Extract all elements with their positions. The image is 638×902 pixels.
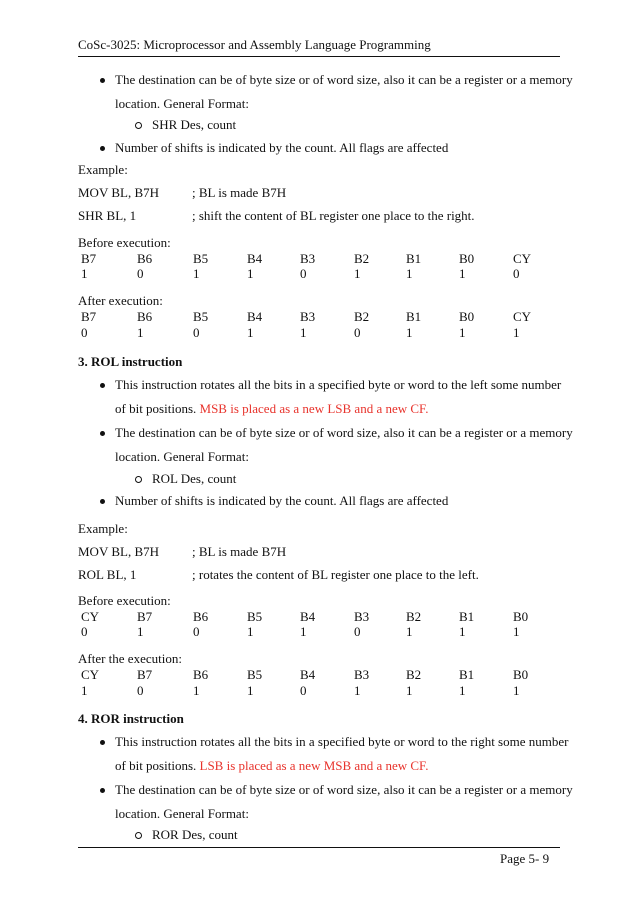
bit-cell: 0 (193, 325, 200, 340)
bit-cell: CY (513, 309, 532, 324)
bit-cell: B0 (459, 309, 475, 324)
bit-cell: 1 (406, 325, 413, 340)
bullet-icon (100, 740, 105, 745)
bit-cell: 1 (137, 325, 144, 340)
ror-bullet1-text: of bit positions. (115, 758, 200, 773)
bit-cell: 1 (406, 266, 413, 281)
bit-cell: B5 (247, 667, 263, 682)
bit-cell: 1 (354, 683, 361, 698)
shr-code-comment-1: ; BL is made B7H (192, 185, 287, 200)
bit-cell: CY (81, 609, 100, 624)
bullet-icon (100, 431, 105, 436)
ror-bullet2-line1: The destination can be of byte size or of word size, also it can be a register or a memory (115, 782, 573, 797)
rol-after-label: After the execution: (78, 651, 182, 666)
bit-cell: 0 (354, 624, 361, 639)
shr-code-instr-1: MOV BL, B7H (78, 185, 160, 200)
bullet-icon (100, 78, 105, 83)
bit-cell: B5 (193, 309, 209, 324)
rol-bullet2-line2: location. General Format: (115, 449, 249, 464)
rol-code-instr-1: MOV BL, B7H (78, 544, 160, 559)
bit-cell: 1 (459, 266, 466, 281)
shr-code-instr-2: SHR BL, 1 (78, 208, 137, 223)
bit-cell: B4 (300, 667, 316, 682)
bit-cell: B1 (459, 667, 475, 682)
rol-bullet1-text: of bit positions. (115, 401, 200, 416)
rol-code-comment-2: ; rotates the content of BL register one place to the left. (192, 567, 479, 582)
bit-cell: B2 (406, 609, 422, 624)
bit-cell: B1 (459, 609, 475, 624)
bit-cell: 0 (81, 624, 88, 639)
page-header-title: CoSc-3025: Microprocessor and Assembly Language Programming (78, 37, 431, 52)
circle-bullet-icon (135, 122, 142, 129)
bit-cell: 1 (247, 624, 254, 639)
bit-cell: 1 (247, 266, 254, 281)
ror-heading: 4. ROR instruction (78, 711, 184, 726)
rol-heading: 3. ROL instruction (78, 354, 183, 369)
bit-cell: B2 (354, 251, 370, 266)
bit-cell: B3 (300, 309, 316, 324)
shr-bullet2: Number of shifts is indicated by the count. All flags are affected (115, 140, 449, 155)
bit-cell: B6 (137, 251, 153, 266)
rol-example-label: Example: (78, 521, 128, 536)
bit-cell: B5 (247, 609, 263, 624)
bit-cell: B3 (354, 609, 370, 624)
bit-cell: B1 (406, 309, 422, 324)
bit-cell: B7 (81, 309, 97, 324)
bit-cell: 1 (81, 683, 88, 698)
rol-bullet2-line1: The destination can be of byte size or of word size, also it can be a register or a memory (115, 425, 573, 440)
bullet-icon (100, 788, 105, 793)
shr-format: SHR Des, count (152, 117, 237, 132)
bit-cell: 0 (193, 624, 200, 639)
bit-cell: B4 (247, 251, 263, 266)
rol-bullet3: Number of shifts is indicated by the count. All flags are affected (115, 493, 449, 508)
bit-cell: 0 (513, 266, 520, 281)
ror-bullet1-line2 (115, 758, 428, 774)
bit-cell: 1 (300, 624, 307, 639)
bit-cell: 1 (247, 683, 254, 698)
bit-cell: 1 (247, 325, 254, 340)
ror-bullet1-line1: This instruction rotates all the bits in a specified byte or word to the right some number (115, 734, 569, 749)
bullet-icon (100, 499, 105, 504)
bit-cell: B6 (193, 667, 209, 682)
bit-cell: B7 (81, 251, 97, 266)
rol-bullet1-line2 (115, 401, 428, 417)
shr-before-label: Before execution: (78, 235, 171, 250)
circle-bullet-icon (135, 832, 142, 839)
bit-cell: B7 (137, 667, 153, 682)
rol-bullet1-highlight: MSB is placed as a new LSB and a new CF. (199, 401, 429, 416)
bit-cell: B2 (354, 309, 370, 324)
bit-cell: B0 (513, 609, 529, 624)
bit-cell: 0 (300, 683, 307, 698)
bit-cell: 1 (81, 266, 88, 281)
rol-before-label: Before execution: (78, 593, 171, 608)
rol-code-comment-1: ; BL is made B7H (192, 544, 287, 559)
shr-before-values (78, 266, 560, 286)
bit-cell: B6 (137, 309, 153, 324)
shr-example-label: Example: (78, 162, 128, 177)
bit-cell: 1 (406, 624, 413, 639)
rol-format: ROL Des, count (152, 471, 237, 486)
ror-bullet1-highlight: LSB is placed as a new MSB and a new CF. (199, 758, 429, 773)
bit-cell: B5 (193, 251, 209, 266)
bit-cell: 1 (513, 624, 520, 639)
bit-cell: B4 (300, 609, 316, 624)
circle-bullet-icon (135, 476, 142, 483)
rol-after-values (78, 683, 560, 703)
bit-cell: 1 (459, 683, 466, 698)
bit-cell: 0 (354, 325, 361, 340)
bit-cell: 1 (193, 266, 200, 281)
bit-cell: 1 (354, 266, 361, 281)
bit-cell: 1 (513, 325, 520, 340)
bit-cell: 0 (137, 683, 144, 698)
footer-rule (78, 847, 560, 848)
shr-after-values (78, 325, 560, 345)
ror-bullet2-line2: location. General Format: (115, 806, 249, 821)
bit-cell: 0 (300, 266, 307, 281)
shr-bullet1-line2: location. General Format: (115, 96, 249, 111)
bit-cell: 1 (513, 683, 520, 698)
bit-cell: 1 (406, 683, 413, 698)
shr-code-comment-2: ; shift the content of BL register one place to the right. (192, 208, 475, 223)
rol-code-instr-2: ROL BL, 1 (78, 567, 137, 582)
bit-cell: B7 (137, 609, 153, 624)
bit-cell: 1 (193, 683, 200, 698)
bit-cell: B0 (459, 251, 475, 266)
rol-before-values (78, 624, 560, 644)
bullet-icon (100, 146, 105, 151)
bit-cell: B2 (406, 667, 422, 682)
bit-cell: CY (513, 251, 532, 266)
bit-cell: 1 (300, 325, 307, 340)
bullet-icon (100, 383, 105, 388)
bit-cell: CY (81, 667, 100, 682)
ror-format: ROR Des, count (152, 827, 238, 842)
shr-after-label: After execution: (78, 293, 163, 308)
bit-cell: 0 (137, 266, 144, 281)
bit-cell: 0 (81, 325, 88, 340)
bit-cell: 1 (137, 624, 144, 639)
bit-cell: 1 (459, 325, 466, 340)
bit-cell: B4 (247, 309, 263, 324)
bit-cell: 1 (459, 624, 466, 639)
header-rule (78, 56, 560, 57)
bit-cell: B0 (513, 667, 529, 682)
rol-bullet1-line1: This instruction rotates all the bits in a specified byte or word to the left some number (115, 377, 562, 392)
bit-cell: B1 (406, 251, 422, 266)
shr-bullet1-line1: The destination can be of byte size or of word size, also it can be a register or a memory (115, 72, 573, 87)
bit-cell: B3 (300, 251, 316, 266)
page-number: Page 5- 9 (500, 851, 550, 866)
bit-cell: B6 (193, 609, 209, 624)
bit-cell: B3 (354, 667, 370, 682)
